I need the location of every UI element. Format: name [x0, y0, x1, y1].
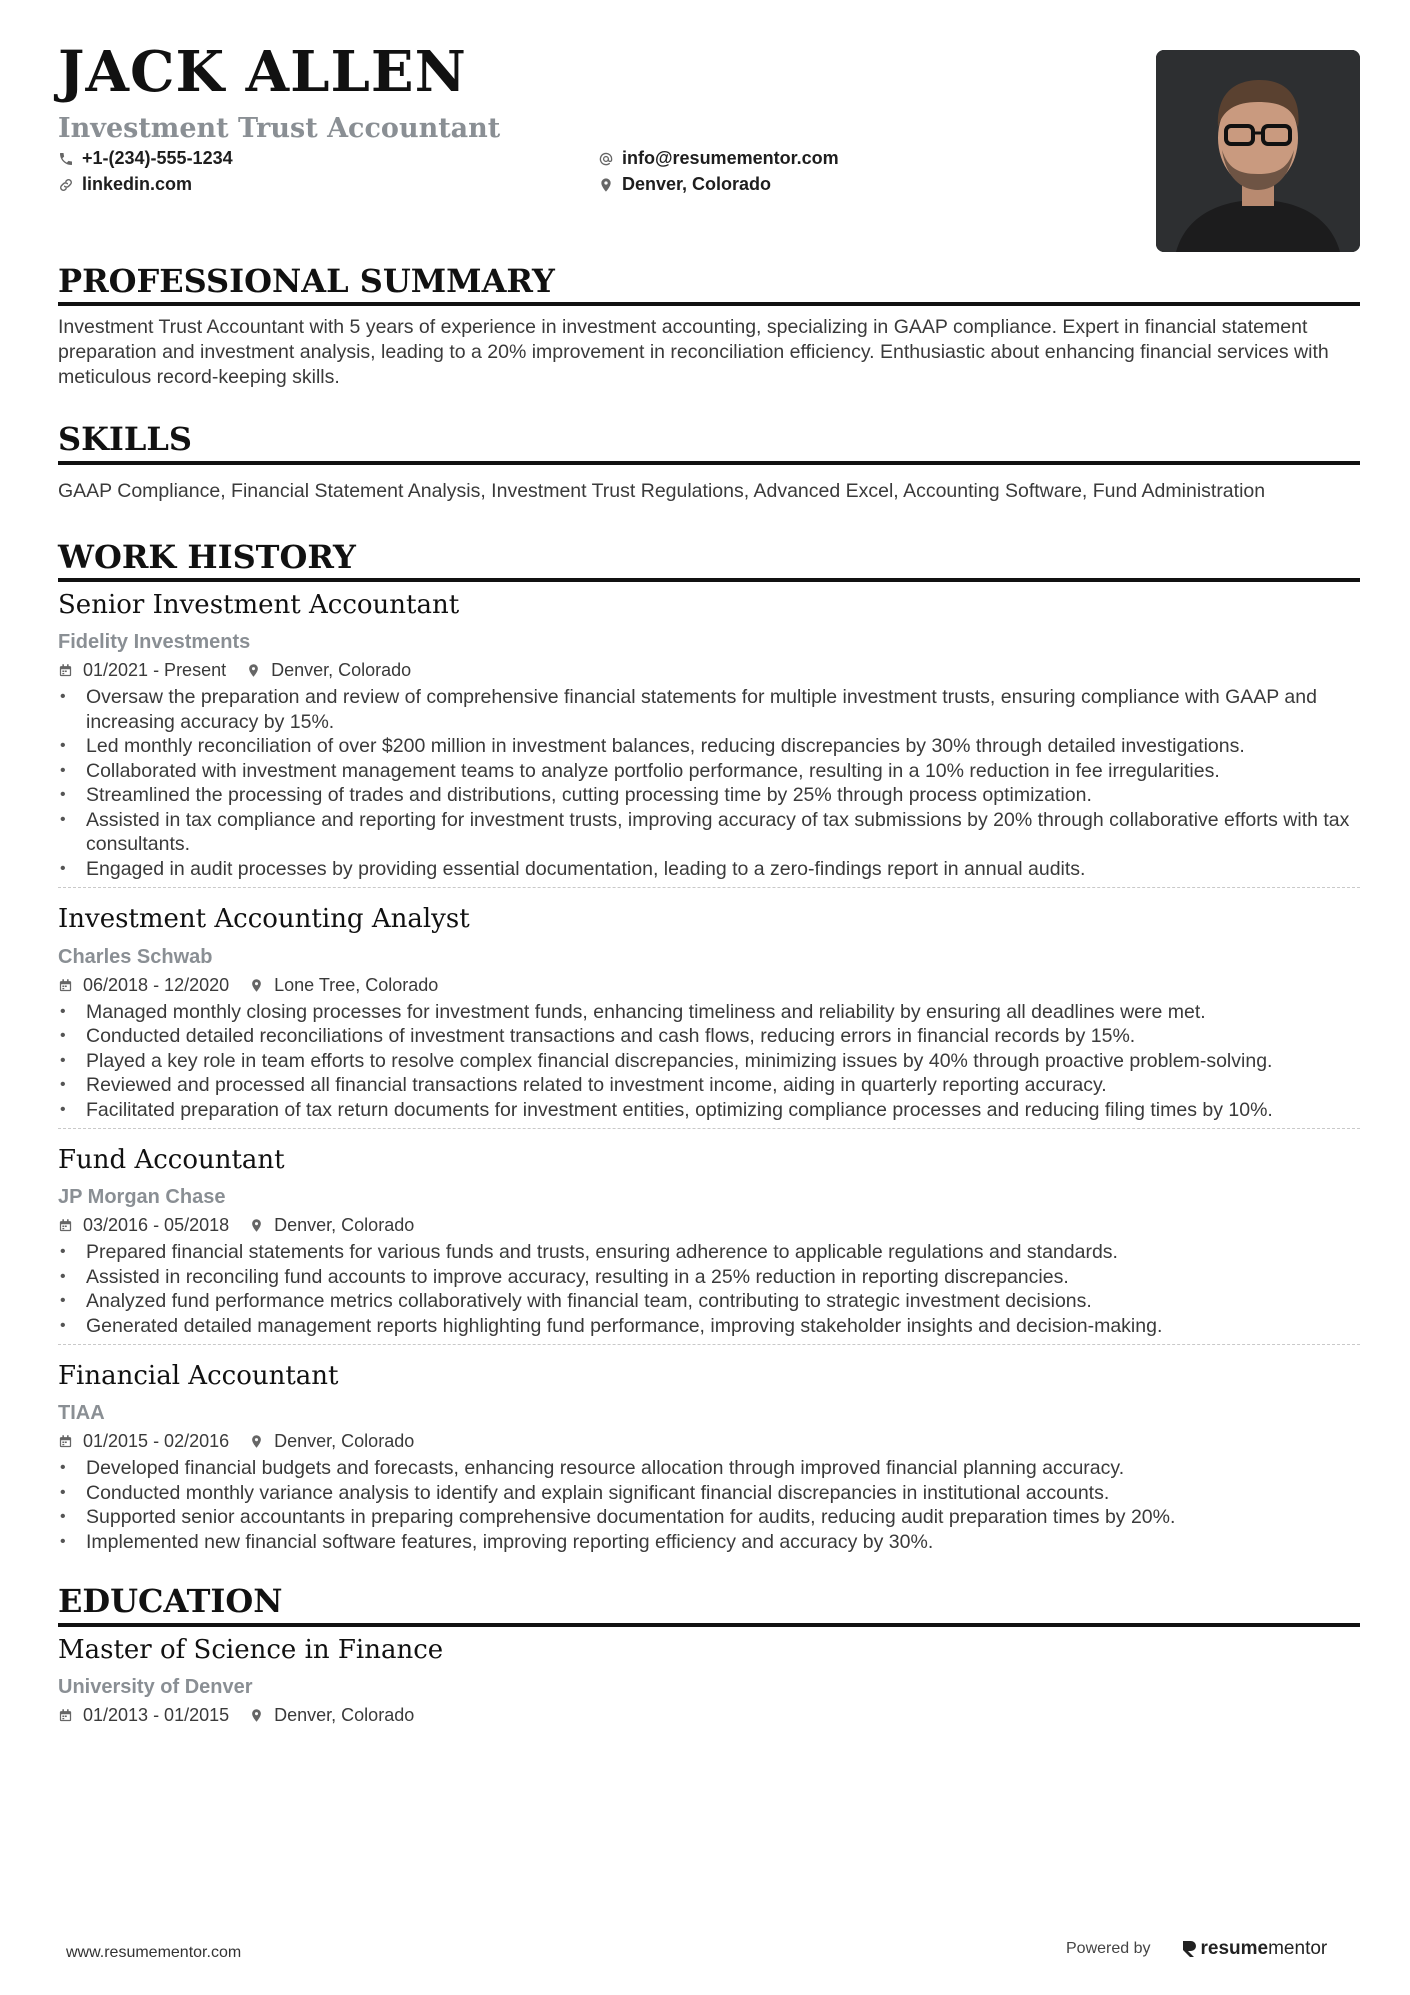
job-bullet: • Prepared financial statements for various funds and trusts, ensuring adherence to applicable regulations and standards. — [58, 1240, 1360, 1265]
job-location: Denver, Colorado — [271, 660, 412, 681]
location-pin-icon — [249, 1708, 264, 1723]
contact-linkedin[interactable] — [58, 174, 192, 195]
work-history-section — [58, 538, 1360, 1561]
job-entry — [58, 1344, 1360, 1560]
summary-text: Investment Trust Accountant with 5 years of experience in investment accounting, specializing in GAAP compliance. Expert in financial statement preparation and investment analysis, leading to a 20% improvement in reconciliation efficiency. Enthusiastic about enhancing financial services with meticulous record-keeping skills. — [58, 316, 1329, 389]
job-meta — [58, 1431, 1360, 1452]
job-bullet: • Developed financial budgets and forecasts, enhancing resource allocation through improved financial planning accuracy. — [58, 1456, 1360, 1481]
job-title: Investment Accounting Analyst — [58, 904, 470, 935]
calendar-icon — [58, 978, 73, 993]
job-company: JP Morgan Chase — [58, 1186, 226, 1209]
profile-photo — [1156, 50, 1360, 252]
job-bullets — [58, 1456, 1360, 1554]
portrait-image — [1156, 50, 1360, 252]
powered-by-label: Powered by — [1066, 1940, 1151, 1957]
school-name: University of Denver — [58, 1676, 253, 1698]
skills-heading: SKILLS — [58, 420, 1360, 464]
job-list — [58, 590, 1360, 1560]
brand-light: mentor — [1268, 1938, 1328, 1959]
contact-phone[interactable] — [58, 148, 233, 169]
job-bullet: • Engaged in audit processes by providing essential documentation, leading to a zero-findings report in annual audits. — [58, 857, 1360, 882]
job-dates: 03/2016 - 05/2018 — [83, 1215, 230, 1236]
job-company: Charles Schwab — [58, 945, 213, 968]
resume-header — [58, 0, 1360, 262]
footer-website[interactable]: www.resumementor.com — [66, 1944, 242, 1961]
location-pin-icon — [249, 1434, 264, 1449]
calendar-icon — [58, 663, 73, 678]
location-pin-icon — [246, 663, 261, 678]
job-entry — [58, 887, 1360, 1128]
job-dates: 01/2021 - Present — [83, 660, 227, 681]
job-bullet: • Oversaw the preparation and review of comprehensive financial statements for multiple investment trusts, ensuring compliance with GAAP and increasing accuracy by 15%. — [58, 685, 1360, 734]
job-bullet: • Streamlined the processing of trades and distributions, cutting processing time by 25% through process optimization. — [58, 783, 1360, 808]
education-dates: 01/2013 - 01/2015 — [83, 1705, 230, 1725]
job-bullet: • Managed monthly closing processes for investment funds, enhancing timeliness and reliability by ensuring all deadlines were met. — [58, 1000, 1360, 1025]
education-location: Denver, Colorado — [274, 1705, 415, 1725]
job-bullet: • Collaborated with investment management teams to analyze portfolio performance, resulting in a 10% reduction in fee irregularities. — [58, 759, 1360, 784]
job-entry — [58, 590, 1360, 887]
job-bullet: • Supported senior accountants in preparing comprehensive documentation for audits, reducing audit preparation times by 20%. — [58, 1505, 1360, 1530]
footer-powered — [1066, 1938, 1327, 1960]
job-meta — [58, 660, 1360, 681]
summary-section — [58, 262, 1360, 390]
job-dates: 06/2018 - 12/2020 — [83, 974, 230, 995]
job-location: Lone Tree, Colorado — [274, 974, 439, 995]
job-company: TIAA — [58, 1402, 105, 1425]
education-section — [58, 1582, 1360, 1726]
job-bullet: • Implemented new financial software features, improving reporting efficiency and accuracy by 30%. — [58, 1530, 1360, 1555]
phone-icon — [58, 151, 74, 167]
job-entry — [58, 1128, 1360, 1344]
education-location-wrap — [249, 1705, 414, 1726]
location-pin-icon — [598, 177, 614, 193]
job-bullet: • Led monthly reconciliation of over $200 million in investment balances, reducing discrepancies by 30% through detailed investigations. — [58, 734, 1360, 759]
job-title: Fund Accountant — [58, 1145, 285, 1176]
calendar-icon — [58, 1708, 73, 1723]
link-icon — [58, 177, 74, 193]
calendar-icon — [58, 1218, 73, 1233]
job-bullet: • Assisted in reconciling fund accounts to improve accuracy, resulting in a 25% reduction in reporting discrepancies. — [58, 1265, 1360, 1290]
job-bullets — [58, 1000, 1360, 1123]
location-pin-icon — [249, 978, 264, 993]
at-icon — [598, 151, 614, 167]
candidate-name: JACK ALLEN — [58, 39, 467, 105]
job-company: Fidelity Investments — [58, 631, 251, 654]
skills-text: GAAP Compliance, Financial Statement Analysis, Investment Trust Regulations, Advanced Excel, Accounting Software, Fund Administration — [58, 479, 1266, 502]
resume-page — [58, 0, 1360, 1726]
summary-heading: PROFESSIONAL SUMMARY — [58, 262, 1360, 306]
job-meta — [58, 975, 1360, 996]
email-text: info@resumementor.com — [622, 148, 839, 168]
job-bullet: • Facilitated preparation of tax return documents for investment entities, optimizing compliance processes and reducing filing times by 10%. — [58, 1098, 1360, 1123]
education-meta — [58, 1705, 1360, 1726]
degree-title: Master of Science in Finance — [58, 1634, 444, 1665]
contact-email[interactable] — [598, 148, 839, 169]
job-location-wrap — [249, 975, 438, 996]
candidate-title: Investment Trust Accountant — [58, 113, 501, 144]
location-pin-icon — [249, 1218, 264, 1233]
job-bullet: • Played a key role in team efforts to resolve complex financial discrepancies, minimizing issues by 40% through proactive problem-solving. — [58, 1049, 1360, 1074]
job-location: Denver, Colorado — [274, 1431, 415, 1452]
phone-text: +1-(234)-555-1234 — [82, 148, 233, 168]
education-heading: EDUCATION — [58, 1582, 1360, 1626]
linkedin-text: linkedin.com — [82, 174, 193, 194]
job-bullet: • Analyzed fund performance metrics collaboratively with financial team, contributing to strategic investment decisions. — [58, 1289, 1360, 1314]
job-bullet: • Generated detailed management reports highlighting fund performance, improving stakeholder insights and decision-making. — [58, 1314, 1360, 1339]
job-bullet: • Reviewed and processed all financial transactions related to investment income, aiding in quarterly reporting accuracy. — [58, 1073, 1360, 1098]
contact-location — [598, 174, 771, 195]
job-bullets — [58, 1240, 1360, 1338]
job-location-wrap — [246, 660, 411, 681]
brand-logo[interactable] — [1181, 1938, 1328, 1960]
job-title: Financial Accountant — [58, 1361, 339, 1392]
resumementor-logo-icon — [1181, 1939, 1197, 1959]
job-bullet: • Conducted detailed reconciliations of investment transactions and cash flows, reducing errors in financial records by 15%. — [58, 1024, 1360, 1049]
skills-section — [58, 420, 1360, 503]
brand-bold: resume — [1200, 1938, 1269, 1959]
calendar-icon — [58, 1434, 73, 1449]
job-location-wrap — [249, 1215, 414, 1236]
job-meta — [58, 1215, 1360, 1236]
job-bullet: • Assisted in tax compliance and reporting for investment trusts, improving accuracy of tax submissions by 20% through collaborative efforts with tax consultants. — [58, 808, 1360, 857]
location-text: Denver, Colorado — [622, 174, 772, 194]
job-location: Denver, Colorado — [274, 1215, 415, 1236]
job-dates: 01/2015 - 02/2016 — [83, 1431, 230, 1452]
job-bullet: • Conducted monthly variance analysis to identify and explain significant financial discrepancies in institutional accounts. — [58, 1481, 1360, 1506]
job-location-wrap — [249, 1431, 414, 1452]
work-history-heading: WORK HISTORY — [58, 538, 1360, 582]
job-bullets — [58, 685, 1360, 881]
job-title: Senior Investment Accountant — [58, 590, 460, 621]
